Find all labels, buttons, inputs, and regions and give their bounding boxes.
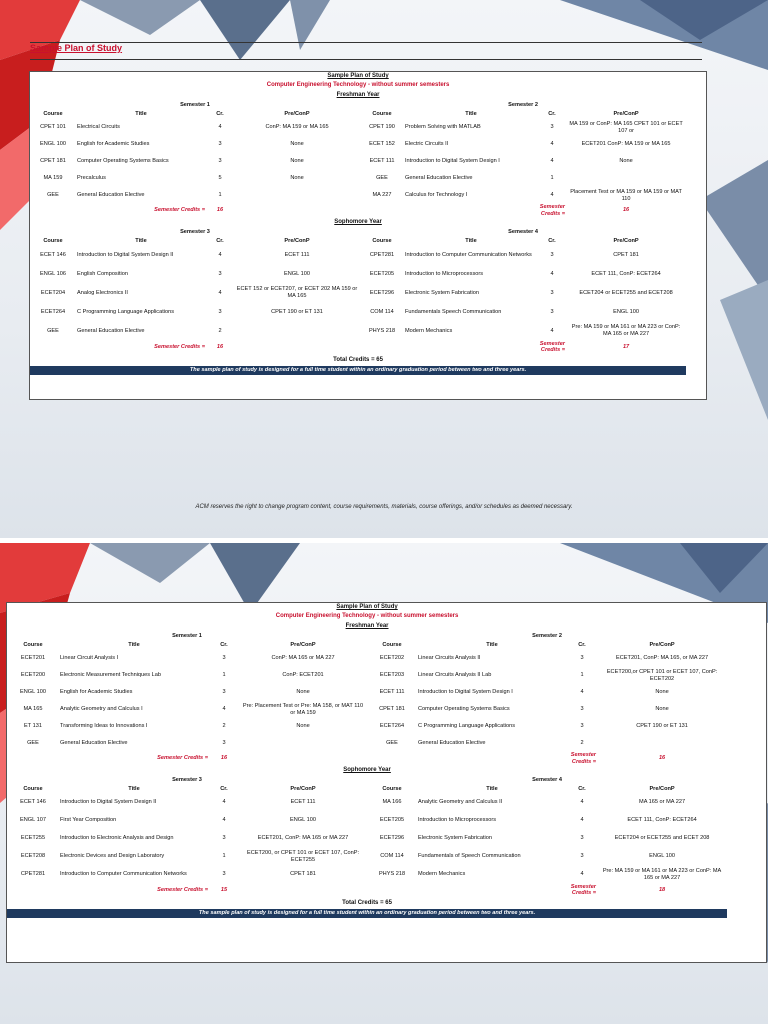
column-header-course: Course [372, 237, 392, 244]
column-header-title: Title [486, 785, 498, 792]
course-title: Introduction to Microprocessors [418, 817, 497, 824]
credits: 4 [222, 817, 226, 824]
column-header-title: Title [135, 111, 147, 118]
course-title: Analog Electronics II [77, 289, 128, 296]
course-code: ECET 111 [369, 158, 395, 165]
freshman-year-heading: Freshman Year [336, 91, 380, 98]
semester-row [30, 228, 706, 237]
credits: 1 [580, 672, 584, 679]
freshman-year-heading: Freshman Year [345, 622, 389, 629]
sophomore-year-heading: Sophomore Year [343, 766, 391, 773]
course-title: Fundamentals Speech Communication [405, 308, 502, 315]
prerequisites: CPET 190 or ET 131 [636, 723, 688, 730]
prerequisites: ECET 152 or ECET207, or ECET 202 MA 159 or MA 165 [236, 286, 358, 300]
semester-credits-value: 16 [216, 344, 224, 351]
spacer [234, 204, 538, 218]
course-title: English Composition [77, 270, 128, 277]
sophomore-year-heading: Sophomore Year [334, 218, 382, 225]
column-header-row [30, 237, 706, 246]
credits: 3 [580, 835, 584, 842]
course-row [7, 866, 766, 884]
course-code: ECET200 [20, 672, 46, 679]
course-code: ECET203 [379, 672, 405, 679]
semester-credits-value: 18 [658, 887, 666, 894]
credits: 4 [218, 289, 222, 296]
semester-heading: Semester 1 [172, 633, 202, 640]
column-header-course: Course [43, 237, 63, 244]
semester-credits-value: 16 [220, 755, 228, 762]
title-row [7, 603, 766, 612]
column-header-pre: Pre/ConP [613, 237, 639, 244]
course-code: ECET205 [379, 817, 405, 824]
course-title: Computer Operating Systems Basics [418, 706, 510, 713]
credits: 3 [580, 853, 584, 860]
column-header-title: Title [128, 642, 140, 649]
course-code: ENGL 107 [20, 817, 46, 824]
course-title: English for Academic Studies [60, 689, 133, 696]
semester-credits-value: 16 [658, 755, 666, 762]
note-row [7, 909, 766, 918]
course-title: Electric Circuits II [405, 141, 449, 148]
semester-credits-value: 16 [216, 207, 224, 214]
course-code: CPET 101 [40, 124, 66, 131]
course-title: C Programming Language Applications [77, 308, 175, 315]
prerequisites: None [290, 158, 304, 165]
course-title: Precalculus [77, 175, 106, 182]
credits: 4 [550, 158, 554, 165]
program-name: Computer Engineering Technology - without summer semesters [266, 81, 450, 88]
page-2 [0, 543, 768, 1024]
credits: 4 [550, 192, 554, 199]
course-row [30, 119, 706, 136]
total-row [30, 354, 706, 366]
prerequisites: ECET 111 [284, 251, 310, 258]
prerequisites: ECET 111, ConP: ECET264 [627, 817, 697, 824]
credits: 3 [550, 251, 554, 258]
prerequisites: ConP: ECET201 [282, 672, 324, 679]
column-header-title: Title [486, 642, 498, 649]
column-header-course: Course [23, 642, 43, 649]
column-header-row [30, 110, 706, 119]
semester-heading: Semester 4 [532, 776, 562, 783]
column-header-title: Title [465, 111, 477, 118]
note-row [30, 366, 706, 375]
course-title: Linear Circuits Analysis II [418, 655, 481, 662]
credits: 4 [550, 141, 554, 148]
course-code: ECET 146 [40, 251, 66, 258]
credits: 3 [550, 289, 554, 296]
semester-row [7, 776, 766, 785]
course-code: ECET296 [379, 835, 405, 842]
credits: 1 [218, 192, 222, 199]
course-row [7, 667, 766, 684]
prerequisites [597, 735, 727, 752]
column-header-cr: Cr. [216, 237, 224, 244]
course-code: ENGL 100 [20, 689, 46, 696]
credits: 4 [580, 817, 584, 824]
prerequisites: Pre: MA 159 or MA 161 or MA 223 or ConP: MA 165 or MA 227 [602, 867, 722, 881]
course-code: ET 131 [24, 723, 42, 730]
prerequisites: None [655, 706, 669, 713]
total-credits: Total Credits = 65 [333, 356, 383, 363]
column-header-pre: Pre/ConP [649, 785, 675, 792]
semester-credits-value: 16 [622, 207, 630, 214]
footer-disclaimer: ACM reserves the right to change program content, course requirements, materials, course offerings, and/or schedules as deemed necessary. [195, 504, 573, 510]
prerequisites: MA 159 or ConP: MA 165 CPET 101 or ECET 107 or [569, 120, 683, 134]
credits: 3 [580, 723, 584, 730]
prerequisites: None [296, 689, 310, 696]
course-title: Linear Circuits Analysis II Lab [418, 672, 492, 679]
course-title: Introduction to Digital System Design II [77, 251, 174, 258]
credits: 3 [218, 141, 222, 148]
prerequisites: ConP: MA 159 or MA 165 [265, 124, 329, 131]
course-title: General Education Elective [77, 192, 145, 199]
course-title: Electronic Measurement Techniques Lab [60, 672, 161, 679]
page-header: Sample Plan of Study [30, 43, 123, 53]
course-code: ECET201 [20, 655, 46, 662]
column-header-cr: Cr. [548, 237, 556, 244]
course-row [7, 718, 766, 735]
year-row [30, 90, 706, 101]
course-title: C Programming Language Applications [418, 723, 516, 730]
prerequisites: ECET204 or ECET255 and ECET208 [579, 289, 673, 296]
semester-heading: Semester 4 [508, 228, 538, 235]
column-header-cr: Cr. [548, 111, 556, 118]
course-title: Electrical Circuits [77, 124, 120, 131]
course-title: Introduction to Electronic Analysis and Design [60, 835, 174, 842]
column-header-course: Course [372, 111, 392, 118]
prerequisites: Pre: MA 159 or MA 161 or MA 223 or ConP: MA 165 or MA 227 [571, 324, 681, 338]
prerequisites: CPET 181 [613, 251, 639, 258]
plan-title: Sample Plan of Study [336, 603, 398, 610]
column-header-row [7, 641, 766, 650]
column-header-cr: Cr. [220, 642, 228, 649]
semester-row [7, 632, 766, 641]
course-title: General Education Elective [405, 175, 473, 182]
header-rule-bottom [30, 59, 702, 60]
credits-row [30, 204, 706, 218]
program-name: Computer Engineering Technology - without summer semesters [275, 612, 459, 619]
credits: 4 [550, 270, 554, 277]
prerequisites: ENGL 100 [290, 817, 316, 824]
plan-frame-2 [6, 602, 767, 963]
credits: 1 [222, 672, 226, 679]
course-code: ECET 111 [379, 689, 405, 696]
course-code: COM 114 [380, 853, 404, 860]
course-row [7, 684, 766, 701]
credits: 3 [218, 158, 222, 165]
prerequisites: CPET 181 [290, 871, 316, 878]
course-code: CPET 181 [40, 158, 66, 165]
column-header-title: Title [135, 237, 147, 244]
prerequisites: None [619, 158, 633, 165]
course-title: Calculus for Technology I [405, 192, 468, 199]
semester-credits-label: Semester Credits = [570, 752, 596, 765]
column-header-pre: Pre/ConP [284, 237, 310, 244]
prerequisites: ECET200, or CPET 101 or ECET 107, ConP: ECET255 [246, 849, 360, 863]
semester-heading: Semester 2 [532, 633, 562, 640]
course-code: MA 159 [43, 175, 63, 182]
semester-credits-label: Semester Credits = [539, 204, 565, 217]
credits: 3 [222, 689, 226, 696]
column-header-pre: Pre/ConP [290, 785, 316, 792]
course-code: CPET 181 [379, 706, 405, 713]
column-header-course: Course [43, 111, 63, 118]
course-row [7, 830, 766, 848]
course-title: Modern Mechanics [418, 871, 466, 878]
semester-heading: Semester 3 [180, 228, 210, 235]
prerequisites: None [290, 175, 304, 182]
column-header-row [7, 785, 766, 794]
credits: 4 [218, 251, 222, 258]
course-row [7, 735, 766, 752]
credits: 4 [218, 124, 222, 131]
credits: 3 [222, 871, 226, 878]
prerequisites: CPET 190 or ET 131 [271, 308, 323, 315]
prerequisites: ConP: MA 165 or MA 227 [271, 655, 335, 662]
column-header-pre: Pre/ConP [613, 111, 639, 118]
course-row [30, 265, 706, 284]
column-header-title: Title [465, 237, 477, 244]
credits: 2 [222, 723, 226, 730]
course-title: Introduction to Digital System Design I [405, 158, 500, 165]
course-code: GEE [47, 327, 59, 334]
course-title: Problem Solving with MATLAB [405, 124, 481, 131]
course-row [30, 284, 706, 303]
total-credits: Total Credits = 65 [342, 899, 392, 906]
credits: 4 [550, 327, 554, 334]
course-title: Fundamentals of Speech Communication [418, 853, 521, 860]
course-code: MA 166 [382, 799, 402, 806]
prerequisites: None [290, 141, 304, 148]
prerequisites: ECET200,or CPET 101 or ECET 107, ConP: ECET202 [606, 668, 718, 682]
semester-credits-label: Semester Credits = [539, 340, 565, 354]
prerequisites: ECET201, ConP: MA 165 or MA 227 [257, 835, 349, 842]
course-title: General Education Elective [77, 327, 145, 334]
course-code: ECET202 [379, 655, 405, 662]
course-row [30, 246, 706, 265]
prerequisites: ECET 111, ConP: ECET264 [591, 270, 661, 277]
course-code: MA 165 [23, 706, 43, 713]
course-title: General Education Elective [60, 740, 128, 747]
course-row [30, 153, 706, 170]
semester-credits-label: Semester Credits = [157, 755, 208, 762]
course-title: Transforming Ideas to Innovations I [60, 723, 148, 730]
credits-row [30, 341, 706, 355]
credits: 3 [222, 655, 226, 662]
course-code: GEE [47, 192, 59, 199]
course-row [30, 322, 706, 341]
course-code: ECET 146 [20, 799, 46, 806]
semester-credits-label: Semester Credits = [154, 207, 205, 214]
prerequisites: None [655, 689, 669, 696]
credits: 1 [222, 853, 226, 860]
credits: 4 [580, 871, 584, 878]
column-header-cr: Cr. [220, 785, 228, 792]
program-row [30, 81, 706, 90]
prerequisites [239, 735, 367, 752]
course-code: ECET264 [40, 308, 66, 315]
course-code: ENGL 106 [40, 270, 66, 277]
credits: 4 [580, 689, 584, 696]
plan-note: The sample plan of study is designed for a full time student within an ordinary graduation period between two and three years. [30, 366, 686, 375]
prerequisites [566, 170, 686, 187]
prerequisites: ECET201, ConP: MA 165, or MA 227 [616, 655, 709, 662]
course-code: ECET205 [369, 270, 395, 277]
program-row [7, 612, 766, 621]
plan-title: Sample Plan of Study [327, 72, 389, 79]
credits: 3 [218, 308, 222, 315]
column-header-pre: Pre/ConP [284, 111, 310, 118]
course-code: PHYS 218 [378, 871, 406, 878]
semester-credits-value: 17 [622, 344, 630, 351]
semester-heading: Semester 1 [180, 102, 210, 109]
column-header-cr: Cr. [578, 785, 586, 792]
prerequisites: ENGL 100 [649, 853, 676, 860]
credits: 3 [550, 124, 554, 131]
prerequisites: None [296, 723, 310, 730]
course-row [7, 812, 766, 830]
course-row [7, 848, 766, 866]
course-title: General Education Elective [418, 740, 486, 747]
semester-credits-value: 15 [220, 887, 228, 894]
prerequisites: ECET204 or ECET255 and ECET 208 [614, 835, 710, 842]
course-code: ECET 152 [369, 141, 395, 148]
prerequisites: ECET 111 [290, 799, 316, 806]
course-code: CPET 190 [369, 124, 395, 131]
course-code: ECET264 [379, 723, 405, 730]
course-title: Modern Mechanics [405, 327, 453, 334]
course-title: Introduction to Digital System Design II [60, 799, 157, 806]
course-row [7, 650, 766, 667]
credits: 4 [222, 799, 226, 806]
course-code: COM 114 [370, 308, 394, 315]
header-rule-top [30, 42, 702, 43]
course-title: Electronic Devices and Design Laboratory [60, 853, 165, 860]
prerequisites: Pre: Placement Test or Pre: MA 158, or MAT 110 or MA 159 [242, 702, 364, 716]
spacer [234, 341, 538, 355]
plan-table-2 [7, 603, 766, 918]
course-code: PHYS 218 [368, 327, 396, 334]
credits-row [7, 884, 766, 898]
course-row [7, 794, 766, 812]
column-header-pre: Pre/ConP [290, 642, 316, 649]
course-title: Introduction to Digital System Design I [418, 689, 513, 696]
semester-heading: Semester 2 [508, 102, 538, 109]
title-row [30, 72, 706, 81]
course-title: Electronic System Fabrication [405, 289, 479, 296]
spacer [239, 752, 567, 766]
semester-credits-label: Semester Credits = [154, 344, 205, 351]
credits: 2 [580, 740, 584, 747]
credits: 3 [580, 706, 584, 713]
column-header-cr: Cr. [578, 642, 586, 649]
credits: 4 [580, 799, 584, 806]
credits: 5 [218, 175, 222, 182]
column-header-course: Course [382, 642, 402, 649]
course-title: Analytic Geometry and Calculus II [418, 799, 503, 806]
spacer [727, 884, 766, 898]
course-row [7, 701, 766, 718]
course-code: GEE [386, 740, 398, 747]
spacer [686, 341, 706, 355]
course-code: ECET296 [369, 289, 395, 296]
course-row [30, 170, 706, 187]
credits: 1 [550, 175, 554, 182]
prerequisites: Placement Test or MA 159 or MA 159 or MAT 110 [570, 188, 682, 202]
course-code: GEE [376, 175, 388, 182]
course-title: Analytic Geometry and Calculus I [60, 706, 143, 713]
plan-frame-1 [29, 71, 707, 400]
total-row [7, 897, 766, 909]
column-header-course: Course [382, 785, 402, 792]
spacer [686, 204, 706, 218]
column-header-pre: Pre/ConP [649, 642, 675, 649]
column-header-title: Title [128, 785, 140, 792]
plan-table-1 [30, 72, 706, 375]
prerequisites: ENGL 100 [284, 270, 310, 277]
credits: 3 [218, 270, 222, 277]
year-row [7, 621, 766, 632]
course-code: CPET281 [20, 871, 46, 878]
semester-credits-label: Semester Credits = [157, 887, 208, 894]
course-row [30, 187, 706, 204]
course-code: ECET255 [20, 835, 46, 842]
course-row [30, 136, 706, 153]
course-code: MA 227 [372, 192, 392, 199]
course-code: ECET208 [20, 853, 46, 860]
course-title: Computer Operating Systems Basics [77, 158, 169, 165]
prerequisites: ECET201 ConP: MA 159 or MA 165 [581, 141, 671, 148]
prerequisites: MA 165 or MA 227 [639, 799, 686, 806]
credits: 3 [222, 835, 226, 842]
course-code: GEE [27, 740, 39, 747]
course-title: English for Academic Studies [77, 141, 150, 148]
course-title: First Year Composition [60, 817, 117, 824]
credits: 3 [222, 740, 226, 747]
course-title: Linear Circuit Analysis I [60, 655, 119, 662]
course-title: Introduction to Microprocessors [405, 270, 484, 277]
column-header-cr: Cr. [216, 111, 224, 118]
course-title: Electronic System Fabrication [418, 835, 492, 842]
plan-note: The sample plan of study is designed for a full time student within an ordinary graduation period between two and three years. [7, 909, 727, 918]
semester-heading: Semester 3 [172, 776, 202, 783]
year-row [7, 766, 766, 776]
course-code: ECET204 [40, 289, 66, 296]
prerequisites: ENGL 100 [613, 308, 640, 315]
spacer [727, 752, 766, 766]
column-header-course: Course [23, 785, 43, 792]
prerequisites [234, 322, 360, 341]
credits: 2 [218, 327, 222, 334]
prerequisites [234, 187, 360, 204]
credits: 3 [550, 308, 554, 315]
course-code: ENGL 100 [40, 141, 66, 148]
year-row [30, 218, 706, 228]
course-title: Introduction to Computer Communication Networks [60, 871, 187, 878]
semester-credits-label: Semester Credits = [570, 883, 596, 897]
course-code: CPET281 [369, 251, 395, 258]
spacer [239, 884, 567, 898]
course-title: Introduction to Computer Communication Networks [405, 251, 532, 258]
semester-row [30, 101, 706, 110]
credits: 3 [580, 655, 584, 662]
credits: 4 [222, 706, 226, 713]
course-row [30, 303, 706, 322]
credits-row [7, 752, 766, 766]
